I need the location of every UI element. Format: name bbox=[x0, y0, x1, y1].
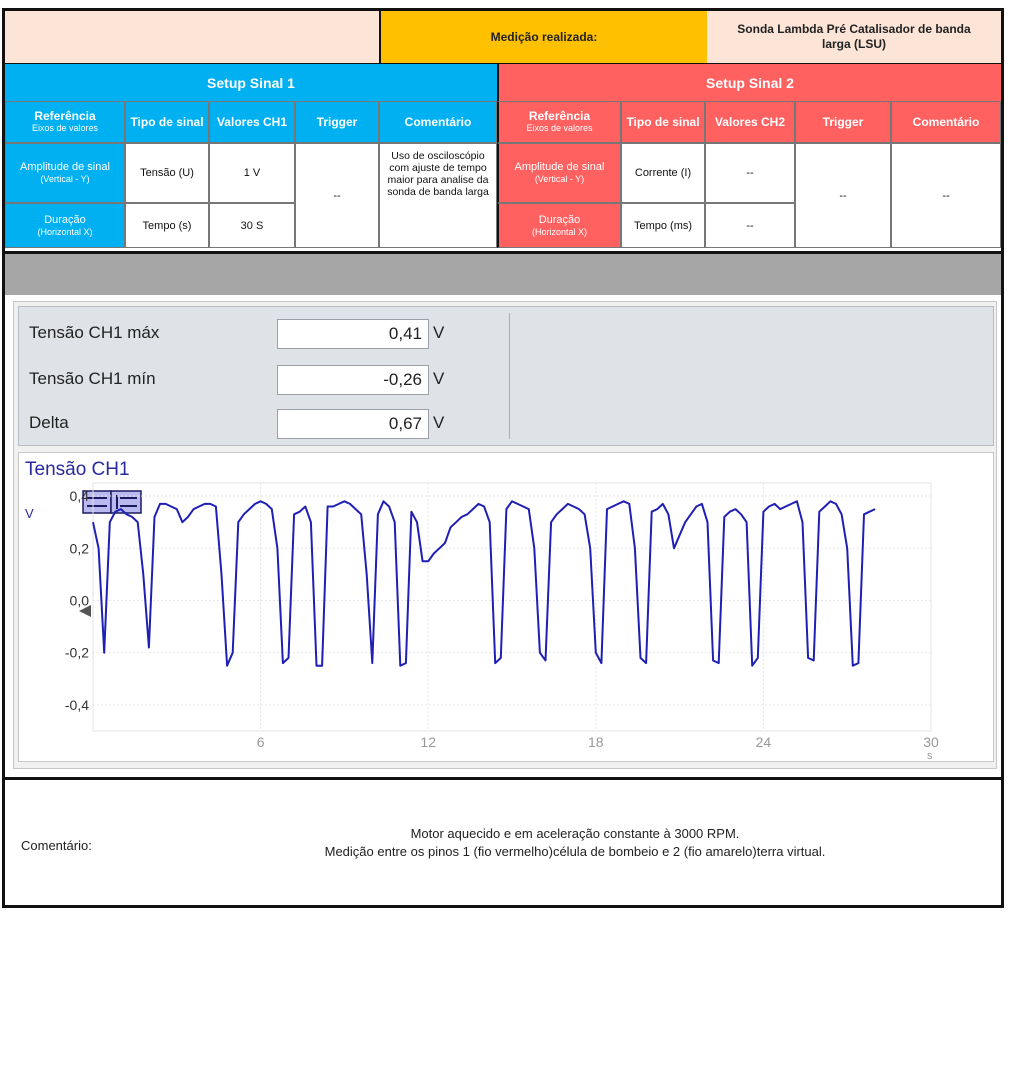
s1-header-comentario: Comentário bbox=[379, 101, 497, 143]
s1-header-referencia bbox=[5, 101, 125, 143]
s1-amplitude-text: Amplitude de sinal bbox=[20, 161, 110, 173]
s2-row-amplitude-label bbox=[497, 143, 621, 203]
s1-row-amplitude-label bbox=[5, 143, 125, 203]
chart-area bbox=[18, 452, 994, 762]
s2-header-trigger: Trigger bbox=[795, 101, 891, 143]
s2-header-tipo: Tipo de sinal bbox=[621, 101, 705, 143]
s2-header-referencia bbox=[497, 101, 621, 143]
s2-header-valores: Valores CH2 bbox=[705, 101, 795, 143]
s2-row2-tipo: Tempo (ms) bbox=[621, 203, 705, 248]
meas-value-min: -0,26 bbox=[277, 365, 429, 395]
s2-duracao-sub: (Horizontal X) bbox=[531, 226, 587, 237]
x-tick-label: 30 bbox=[923, 734, 939, 750]
comment-section bbox=[5, 777, 1001, 905]
s2-header-comentario: Comentário bbox=[891, 101, 1001, 143]
y-tick-label: 0,4 bbox=[69, 488, 89, 505]
comment-label: Comentário: bbox=[21, 838, 92, 853]
header-blank-cell bbox=[5, 11, 381, 63]
s1-duracao-text: Duração bbox=[44, 213, 86, 226]
s2-comentario-value: -- bbox=[891, 143, 1001, 248]
chart-title: Tensão CH1 bbox=[25, 459, 130, 480]
series-group bbox=[93, 501, 875, 665]
comment-line-1: Motor aquecido e em aceleração constante à 3000 RPM. bbox=[410, 826, 740, 841]
s2-trigger-value: -- bbox=[795, 143, 891, 248]
setup-sinal-1-title: Setup Sinal 1 bbox=[5, 63, 497, 101]
meas-divider bbox=[509, 313, 510, 439]
report-sheet bbox=[2, 8, 1004, 908]
zoom-horizontal-icon[interactable] bbox=[111, 491, 141, 513]
y-tick-label: 0,2 bbox=[69, 540, 89, 557]
s1-header-tipo: Tipo de sinal bbox=[125, 101, 209, 143]
s1-row2-valor: 30 S bbox=[209, 203, 295, 248]
s1-comentario-text: Uso de osciloscópio com ajuste de tempo maior para analise da sonda de banda larga bbox=[379, 143, 497, 248]
comment-line-2: Medição entre os pinos 1 (fio vermelho)célula de bombeio e 2 (fio amarelo)terra virtual. bbox=[324, 844, 826, 859]
s2-row1-valor: -- bbox=[705, 143, 795, 203]
s2-referencia-sub: Eixos de valores bbox=[526, 123, 593, 133]
x-tick-label: 18 bbox=[588, 734, 604, 750]
meas-value-delta: 0,67 bbox=[277, 409, 429, 439]
y-tick-label: -0,2 bbox=[64, 644, 89, 661]
meas-unit-delta: V bbox=[433, 413, 445, 432]
oscilloscope-panel bbox=[13, 301, 997, 769]
s1-referencia-label: Referência bbox=[34, 109, 96, 123]
medicao-label: Medição realizada: bbox=[381, 11, 707, 63]
x-tick-label: 24 bbox=[755, 734, 772, 750]
measurements-panel bbox=[18, 306, 994, 446]
y-tick-label: 0,0 bbox=[69, 592, 89, 609]
s2-amplitude-text: Amplitude de sinal bbox=[514, 161, 605, 173]
meas-unit-min: V bbox=[433, 369, 445, 388]
meas-value-max: 0,41 bbox=[277, 319, 429, 349]
series-line-ch1 bbox=[93, 501, 875, 665]
x-axis-ticks bbox=[257, 734, 939, 750]
meas-label-delta: Delta bbox=[29, 413, 69, 432]
s1-duracao-sub: (Horizontal X) bbox=[37, 226, 93, 237]
meas-unit-max: V bbox=[433, 323, 445, 342]
meas-label-min: Tensão CH1 mín bbox=[29, 369, 156, 388]
y-tick-label: -0,4 bbox=[64, 696, 89, 713]
s1-header-trigger: Trigger bbox=[295, 101, 379, 143]
s1-amplitude-sub: (Vertical - Y) bbox=[40, 174, 90, 184]
y-axis-ticks bbox=[65, 488, 89, 713]
s2-amplitude-sub: (Vertical - Y) bbox=[534, 174, 585, 184]
s2-row1-tipo: Corrente (I) bbox=[621, 143, 705, 203]
y-axis-label: V bbox=[25, 506, 34, 521]
s2-referencia-label: Referência bbox=[528, 109, 591, 123]
voltage-chart bbox=[19, 453, 993, 761]
setup-sinal-2-title: Setup Sinal 2 bbox=[497, 63, 1001, 101]
sonda-title: Sonda Lambda Pré Catalisador de banda larga (LSU) bbox=[707, 11, 1001, 63]
x-tick-label: 6 bbox=[256, 734, 265, 750]
s1-header-valores: Valores CH1 bbox=[209, 101, 295, 143]
s1-row1-tipo: Tensão (U) bbox=[125, 143, 209, 203]
meas-label-max: Tensão CH1 máx bbox=[29, 323, 160, 342]
s1-row-duracao-label bbox=[5, 203, 125, 248]
separator-band bbox=[5, 251, 1001, 295]
s2-row2-valor: -- bbox=[705, 203, 795, 248]
s2-duracao-text: Duração bbox=[538, 213, 581, 226]
x-axis-unit: s bbox=[927, 750, 933, 761]
s1-row1-valor: 1 V bbox=[209, 143, 295, 203]
s1-row2-tipo: Tempo (s) bbox=[125, 203, 209, 248]
s1-referencia-sub: Eixos de valores bbox=[31, 123, 99, 133]
s2-row-duracao-label bbox=[497, 203, 621, 248]
x-tick-label: 12 bbox=[420, 734, 436, 750]
s1-trigger-value: -- bbox=[295, 143, 379, 248]
